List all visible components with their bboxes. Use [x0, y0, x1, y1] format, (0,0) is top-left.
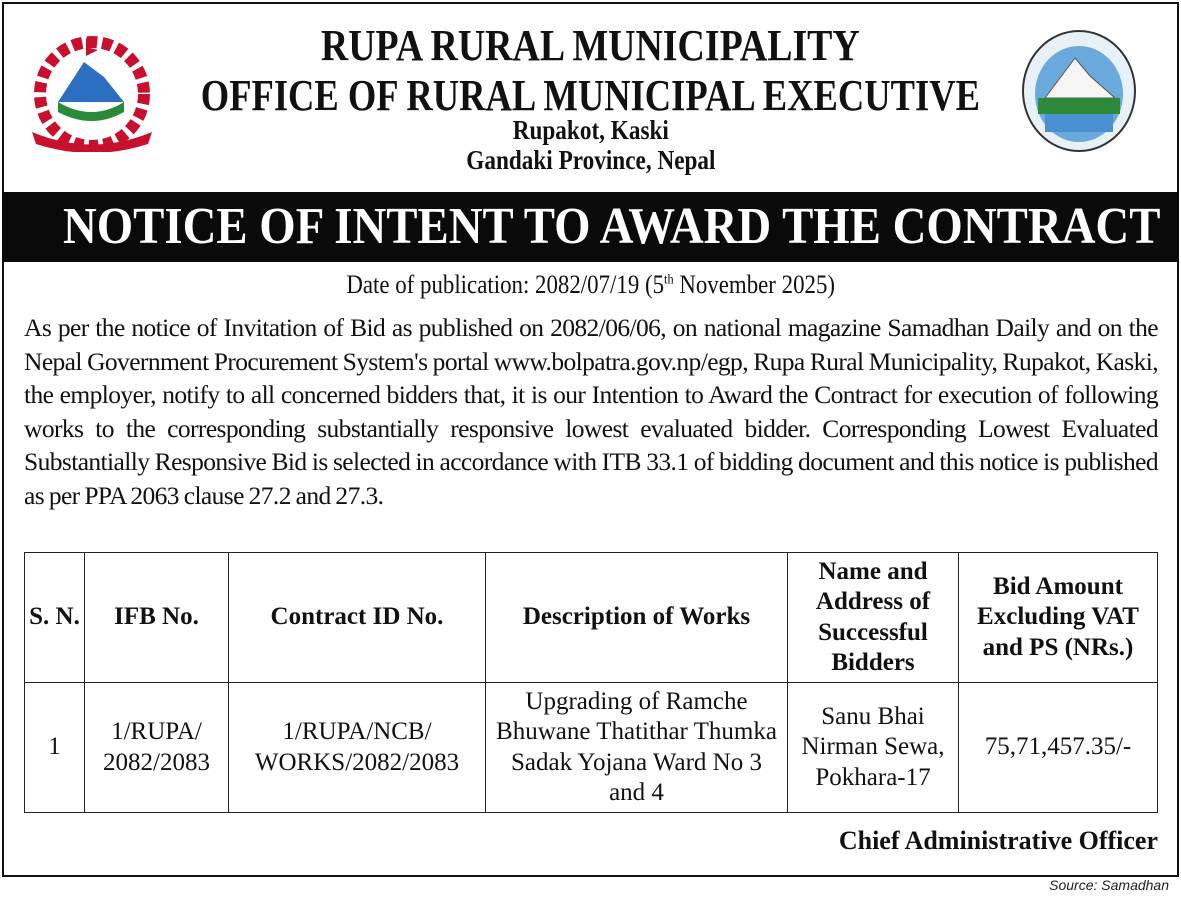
signatory: Chief Administrative Officer [838, 826, 1158, 855]
date-prefix: Date of publication: 2082/07/19 (5 [346, 270, 664, 299]
date-suffix: November 2025) [673, 270, 835, 299]
address-line-1: Rupakot, Kaski [512, 115, 669, 145]
table-row [25, 683, 1158, 813]
notice-paragraph: As per the notice of Invitation of Bid as published on 2082/06/06, on national magazine Samadhan Daily and on the Nepal Government Procurement System's portal www.bolpatra.gov.np/egp, Rupa Rural Municipality, Rupakot, Kaski, the employer, notify to all concerned bidders that, it is our Intention to Award the Contract for execution of following works to the corresponding substantially responsive lowest evaluated bidder. Corresponding Lowest Evaluated Substantially Responsive Bid is selected in accordance with ITB 33.1 of bidding document and this notice is published as per PPA 2063 clause 27.2 and 27.3. [24, 313, 1158, 510]
header-sn: S. N. [25, 553, 85, 683]
header-contract-id: Contract ID No. [229, 553, 486, 683]
table-header-row [25, 553, 1158, 683]
cell-bid-amount: 75,71,457.35/- [959, 683, 1158, 813]
source-credit: Source: Samadhan [1049, 877, 1169, 893]
notice-heading: NOTICE OF INTENT TO AWARD THE CONTRACT [62, 198, 1161, 255]
date-sup: th [663, 272, 674, 288]
cell-sn: 1 [25, 683, 85, 813]
header-description: Description of Works [486, 553, 788, 683]
cell-contract-id: 1/RUPA/NCB/ WORKS/2082/2083 [229, 683, 486, 813]
award-table [24, 552, 1158, 813]
office-title: OFFICE OF RURAL MUNICIPAL EXECUTIVE [200, 71, 981, 120]
header-bidder: Name and Address of Successful Bidders [788, 553, 959, 683]
cell-bidder: Sanu Bhai Nirman Sewa, Pokhara-17 [788, 683, 959, 813]
cell-ifb: 1/RUPA/ 2082/2083 [85, 683, 229, 813]
header [0, 0, 1181, 192]
header-ifb: IFB No. [85, 553, 229, 683]
header-bid-amount: Bid Amount Excluding VAT and PS (NRs.) [959, 553, 1158, 683]
notice-banner [2, 192, 1179, 262]
municipality-title: RUPA RURAL MUNICIPALITY [321, 21, 860, 70]
address-line-2: Gandaki Province, Nepal [465, 145, 716, 175]
publication-date [0, 270, 1181, 300]
cell-description: Upgrading of Ramche Bhuwane Thatithar Thumka Sadak Yojana Ward No 3 and 4 [486, 683, 788, 813]
